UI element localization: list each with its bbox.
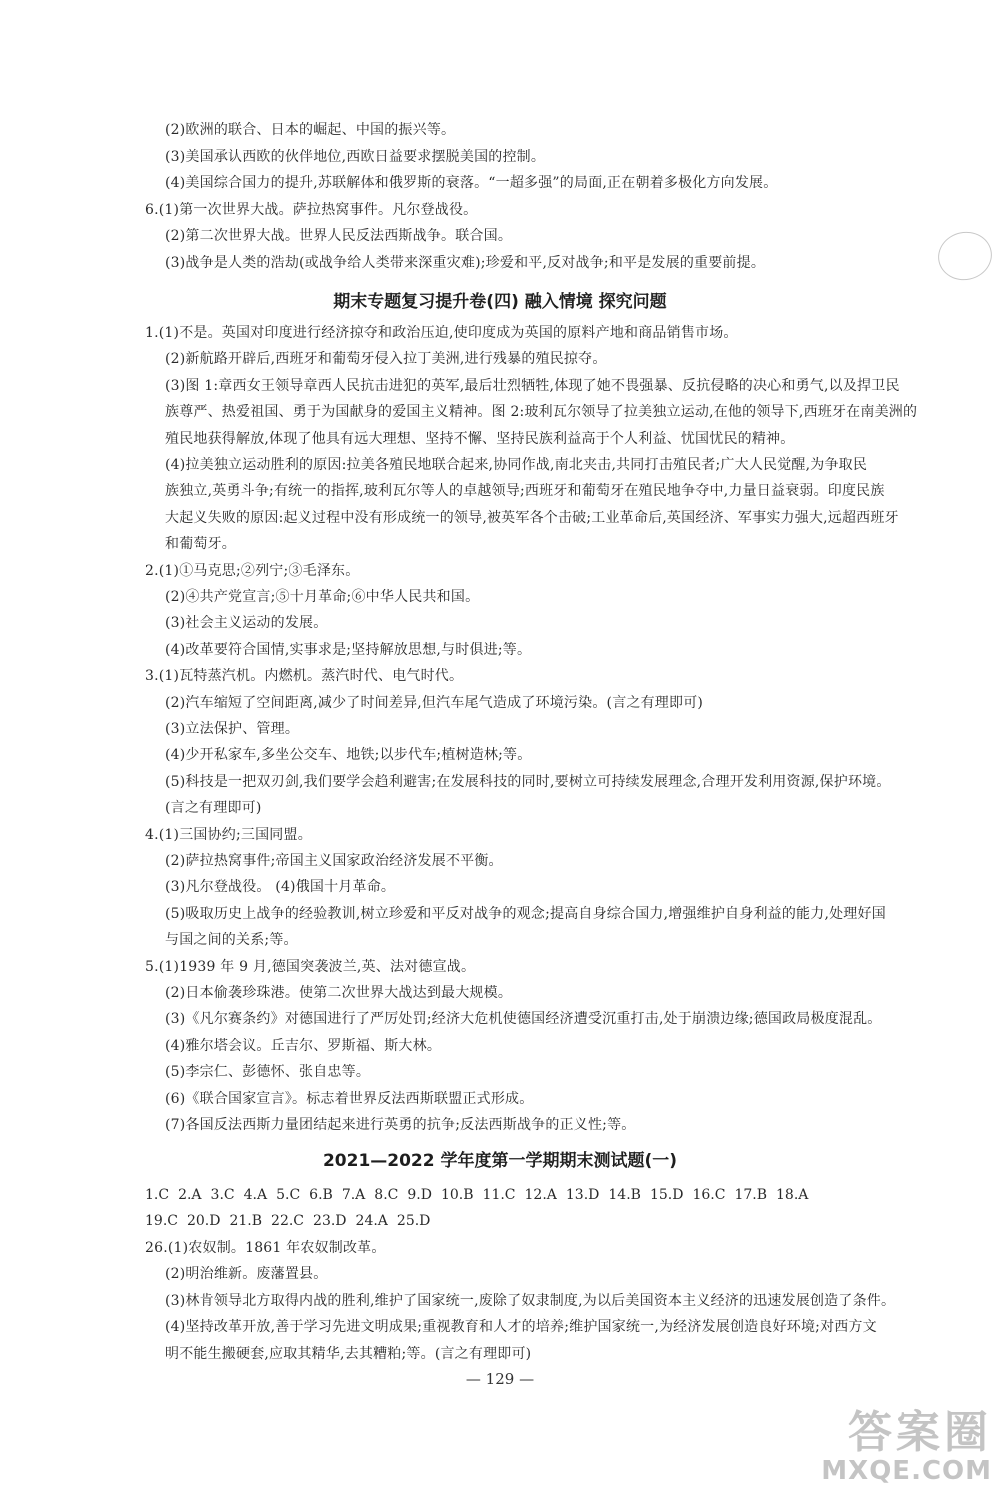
answer-line: 族独立,英勇斗争;有统一的指挥,玻利瓦尔等人的卓越领导;西班牙和葡萄牙在殖民地争夺中,力量日益衰弱。印度民族 (165, 483, 885, 499)
choice-answer: 14.B (608, 1187, 641, 1203)
answer-line: (3)社会主义运动的发展。 (165, 615, 328, 631)
answer-line: (2)第二次世界大战。世界人民反法西斯战争。联合国。 (165, 228, 513, 244)
seal-stamp-icon (934, 227, 997, 285)
answer-line: (4)改革要符合国情,实事求是;坚持解放思想,与时俱进;等。 (165, 642, 532, 658)
answer-line: 3.(1)瓦特蒸汽机。内燃机。蒸汽时代、电气时代。 (145, 668, 464, 684)
choice-answers-row (145, 1212, 439, 1230)
answer-line: (3)林肯领导北方取得内战的胜利,维护了国家统一,废除了奴隶制度,为以后美国资本主义经济的迅速发展创造了条件。 (165, 1293, 896, 1309)
answer-line: 5.(1)1939 年 9 月,德国突袭波兰,英、法对德宣战。 (145, 959, 476, 975)
answer-line: 6.(1)第一次世界大战。萨拉热窝事件。凡尔登战役。 (145, 202, 478, 218)
choice-answer: 1.C (145, 1187, 170, 1203)
answer-line: (4)拉美独立运动胜利的原因:拉美各殖民地联合起来,协同作战,南北夹击,共同打击殖民者;广大人民觉醒,为争取民 (165, 457, 868, 473)
choice-answer: 12.A (524, 1187, 557, 1203)
choice-answer: 15.D (649, 1187, 684, 1203)
choice-answer: 4.A (243, 1187, 268, 1203)
answer-line: (2)汽车缩短了空间距离,减少了时间差异,但汽车尾气造成了环境污染。(言之有理即可) (165, 695, 704, 711)
answer-line: (4)少开私家车,多坐公交车、地铁;以步代车;植树造林;等。 (165, 747, 532, 763)
answer-line: (5)李宗仁、彭德怀、张自忠等。 (165, 1064, 371, 1080)
choice-answer: 17.B (734, 1187, 767, 1203)
choice-answer: 9.D (407, 1187, 432, 1203)
answer-line: (2)日本偷袭珍珠港。使第二次世界大战达到最大规模。 (165, 985, 513, 1001)
choice-answer: 8.C (374, 1187, 399, 1203)
answer-line: (3)立法保护、管理。 (165, 721, 300, 737)
page-number: — 129 — (465, 1370, 535, 1388)
choice-answer: 22.C (271, 1213, 305, 1229)
choice-answer: 3.C (210, 1187, 235, 1203)
answer-line: (言之有理即可) (165, 800, 262, 816)
section-title: 期末专题复习提升卷(四) 融入情境 探究问题 (333, 292, 667, 312)
answer-line: (4)美国综合国力的提升,苏联解体和俄罗斯的衰落。“一超多强”的局面,正在朝着多极化方向发展。 (165, 175, 778, 191)
answer-line: (2)明治维新。废藩置县。 (165, 1266, 328, 1282)
choice-answer: 5.C (276, 1187, 301, 1203)
answer-line: 和葡萄牙。 (165, 536, 236, 552)
answer-line: (3)图 1:章西女王领导章西人民抗击进犯的英军,最后壮烈牺牲,体现了她不畏强暴、反抗侵略的决心和勇气,以及捍卫民 (165, 378, 900, 394)
answer-line: (4)雅尔塔会议。丘吉尔、罗斯福、斯大林。 (165, 1038, 442, 1054)
answer-line: 大起义失败的原因:起义过程中没有形成统一的领导,被英军各个击破;工业革命后,英国经济、军事实力强大,远超西班牙 (165, 510, 899, 526)
answer-line: (3)凡尔登战役。 (4)俄国十月革命。 (165, 879, 396, 895)
watermark (821, 1408, 992, 1484)
answer-line: (2)萨拉热窝事件;帝国主义国家政治经济发展不平衡。 (165, 853, 503, 869)
answer-line: (3)战争是人类的浩劫(或战争给人类带来深重灾难);珍爱和平,反对战争;和平是发展的重要前提。 (165, 255, 766, 271)
choice-answer: 24.A (355, 1213, 388, 1229)
answer-line: (3)美国承认西欧的伙伴地位,西欧日益要求摆脱美国的控制。 (165, 149, 546, 165)
watermark-brand: 答案圈 (848, 1407, 992, 1458)
choice-answer: 25.D (396, 1213, 431, 1229)
choice-answer: 18.A (776, 1187, 809, 1203)
answer-line: 与国之间的关系;等。 (165, 932, 298, 948)
choice-answer: 20.D (186, 1213, 221, 1229)
answer-line: 1.(1)不是。英国对印度进行经济掠夺和政治压迫,使印度成为英国的原料产地和商品销售市场。 (145, 325, 738, 341)
answer-line: (5)科技是一把双刃剑,我们要学会趋利避害;在发展科技的同时,要树立可持续发展理念,合理开发利用资源,保护环境。 (165, 774, 891, 790)
answer-line: 4.(1)三国协约;三国同盟。 (145, 827, 312, 843)
choice-answer: 7.A (341, 1187, 366, 1203)
choice-answers-row (145, 1186, 817, 1204)
answer-line: (7)各国反法西斯力量团结起来进行英勇的抗争;反法西斯战争的正义性;等。 (165, 1117, 636, 1133)
choice-answer: 6.B (309, 1187, 333, 1203)
answer-line: (3)《凡尔赛条约》对德国进行了严厉处罚;经济大危机使德国经济遭受沉重打击,处于崩溃边缘;德国政局极度混乱。 (165, 1011, 882, 1027)
choice-answer: 13.D (565, 1187, 600, 1203)
watermark-url: MXQE.COM (821, 1456, 992, 1486)
answer-line: 明不能生搬硬套,应取其精华,去其糟粕;等。(言之有理即可) (165, 1346, 532, 1362)
choice-answer: 19.C (145, 1213, 178, 1229)
answer-line: (2)④共产党宣言;⑤十月革命;⑥中华人民共和国。 (165, 589, 480, 605)
answer-line: 2.(1)①马克思;②列宁;③毛泽东。 (145, 563, 360, 579)
choice-answer: 11.C (482, 1187, 516, 1203)
answer-line: 族尊严、热爱祖国、勇于为国献身的爱国主义精神。图 2:玻利瓦尔领导了拉美独立运动,在他的领导下,西班牙在南美洲的 (165, 404, 918, 420)
answer-line: (2)新航路开辟后,西班牙和葡萄牙侵入拉丁美洲,进行残暴的殖民掠夺。 (165, 351, 607, 367)
answer-line: (2)欧洲的联合、日本的崛起、中国的振兴等。 (165, 122, 456, 138)
choice-answer: 2.A (178, 1187, 202, 1203)
choice-answer: 23.D (313, 1213, 347, 1229)
answer-line: (5)吸取历史上战争的经验教训,树立珍爱和平反对战争的观念;提高自身综合国力,增强维护自身利益的能力,处理好国 (165, 906, 886, 922)
answer-line: (6)《联合国家宣言》。标志着世界反法西斯联盟正式形成。 (165, 1091, 534, 1107)
answer-line: (4)坚持改革开放,善于学习先进文明成果;重视教育和人才的培养;维护国家统一,为经济发展创造良好环境;对西方文 (165, 1319, 877, 1335)
section-title: 2021—2022 学年度第一学期期末测试题(一) (322, 1151, 678, 1171)
choice-answer: 10.B (440, 1187, 474, 1203)
answer-line: 26.(1)农奴制。1861 年农奴制改革。 (145, 1240, 386, 1256)
choice-answer: 21.B (229, 1213, 263, 1229)
answer-line: 殖民地获得解放,体现了他具有远大理想、坚持不懈、坚持民族利益高于个人利益、忧国忧民的精神。 (165, 431, 795, 447)
choice-answer: 16.C (692, 1187, 726, 1203)
